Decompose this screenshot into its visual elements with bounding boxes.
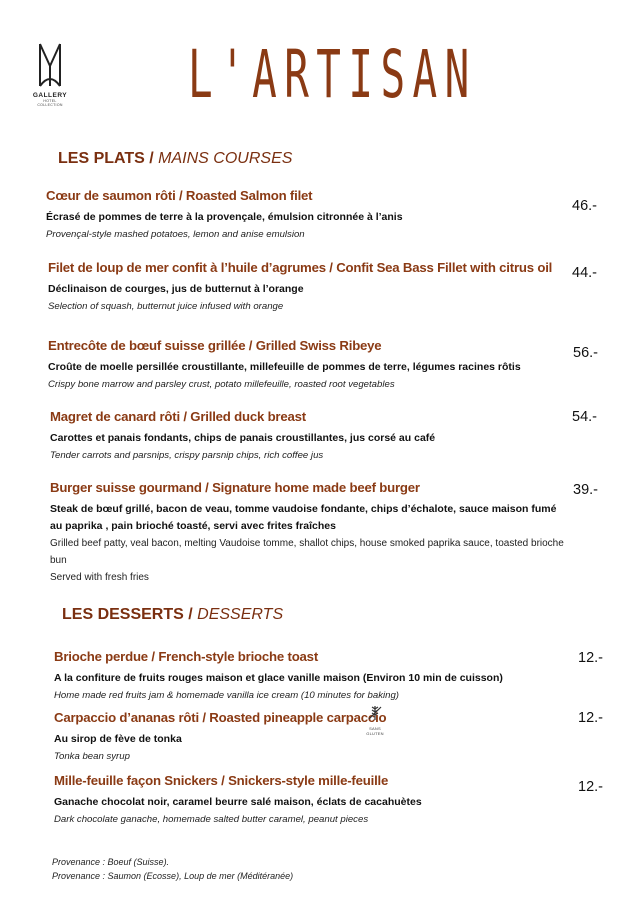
item-description-en: Crispy bone marrow and parsley crust, potato millefeuille, roasted root vegetables — [48, 379, 395, 390]
item-description-en: Dark chocolate ganache, homemade salted butter caramel, peanut pieces — [54, 814, 369, 825]
item-title: Brioche perdue / French-style brioche toast — [54, 649, 319, 664]
desserts-heading-fr: LES DESSERTS / — [62, 606, 193, 623]
item-description-en: Provençal-style mashed potatoes, lemon and anise emulsion — [46, 229, 305, 240]
menu-item — [54, 710, 584, 765]
gallery-m-icon — [37, 42, 63, 90]
item-description-fr: Carottes et panais fondants, chips de panais croustillantes, jus corsé au café — [50, 432, 436, 444]
item-price: 39.- — [573, 482, 598, 498]
item-description-en: Grilled beef patty, veal bacon, melting Vaudoise tomme, shallot chips, house smoked paprika sauce, toasted brioche bun — [50, 538, 564, 566]
menu-item — [54, 773, 584, 828]
item-description-fr: Steak de bœuf grillé, bacon de veau, tomme vaudoise fondante, chips d’échalote, sauce maison fumé au paprika , pain brioché toasté, servi avec frites fraîches — [50, 503, 557, 532]
item-price: 56.- — [573, 345, 598, 361]
item-price: 46.- — [572, 198, 597, 214]
item-description-en: Selection of squash, butternut juice infused with orange — [48, 301, 284, 312]
item-description-fr: Au sirop de fève de tonka — [54, 733, 182, 745]
item-description-en: Tonka bean syrup — [54, 751, 130, 762]
menu-item — [46, 188, 576, 243]
logo-line3: COLLECTION — [37, 103, 63, 107]
item-description-en: Tender carrots and parsnips, crispy parsnip chips, rich coffee jus — [50, 450, 324, 461]
item-description-en: Home made red fruits jam & homemade vanilla ice cream (10 minutes for baking) — [54, 690, 399, 701]
item-price: 12.- — [578, 650, 603, 666]
mains-heading-en: MAINS COURSES — [158, 150, 293, 167]
provenance-line2: Provenance : Saumon (Ecosse), Loup de mer (Méditéranée) — [52, 871, 294, 881]
menu-item — [48, 260, 578, 315]
gallery-logo — [32, 42, 68, 107]
item-price: 12.- — [578, 710, 603, 726]
item-description-fr: Ganache chocolat noir, caramel beurre salé maison, éclats de cacahuètes — [54, 796, 422, 808]
item-title: Entrecôte de bœuf suisse grillée / Grilled Swiss Ribeye — [48, 338, 382, 353]
item-title: Magret de canard rôti / Grilled duck breast — [50, 409, 306, 424]
desserts-heading — [62, 606, 283, 624]
item-price: 54.- — [572, 409, 597, 425]
item-title: Carpaccio d’ananas rôti / Roasted pineapple carpaccio — [54, 710, 387, 725]
menu-item — [54, 649, 584, 704]
provenance-line1: Provenance : Boeuf (Suisse). — [52, 857, 170, 867]
wheat-icon — [368, 705, 382, 721]
item-description-en-extra: Served with fresh fries — [50, 572, 149, 583]
item-description-fr: Déclinaison de courges, jus de butternut à l’orange — [48, 283, 304, 295]
item-price: 12.- — [578, 779, 603, 795]
mains-heading-fr: LES PLATS / — [58, 150, 154, 167]
gluten-free-icon — [360, 705, 390, 736]
mains-heading — [58, 150, 292, 168]
item-price: 44.- — [572, 265, 597, 281]
desserts-heading-en: DESSERTS — [197, 606, 284, 623]
provenance-note — [52, 855, 293, 883]
item-title: Filet de loup de mer confit à l’huile d’agrumes / Confit Sea Bass Fillet with citrus oil — [48, 260, 553, 275]
menu-item — [48, 338, 578, 393]
menu-item — [50, 409, 580, 464]
menu-item — [50, 480, 565, 586]
logo-line1: GALLERY — [32, 92, 68, 99]
restaurant-title: L'ARTISAN — [188, 36, 477, 113]
item-title: Cœur de saumon rôti / Roasted Salmon filet — [46, 188, 313, 203]
item-title: Burger suisse gourmand / Signature home made beef burger — [50, 480, 420, 495]
gluten-free-label: SANS GLUTEN — [366, 726, 384, 736]
item-title: Mille-feuille façon Snickers / Snickers-style mille-feuille — [54, 773, 389, 788]
item-description-fr: Écrasé de pommes de terre à la provençale, émulsion citronnée à l’anis — [46, 211, 403, 223]
item-description-fr: A la confiture de fruits rouges maison et glace vanille maison (Environ 10 min de cuisson) — [54, 672, 503, 684]
logo-line2: HOTEL — [43, 99, 57, 103]
item-description-fr: Croûte de moelle persillée croustillante, millefeuille de pommes de terre, légumes racines rôtis — [48, 361, 521, 373]
